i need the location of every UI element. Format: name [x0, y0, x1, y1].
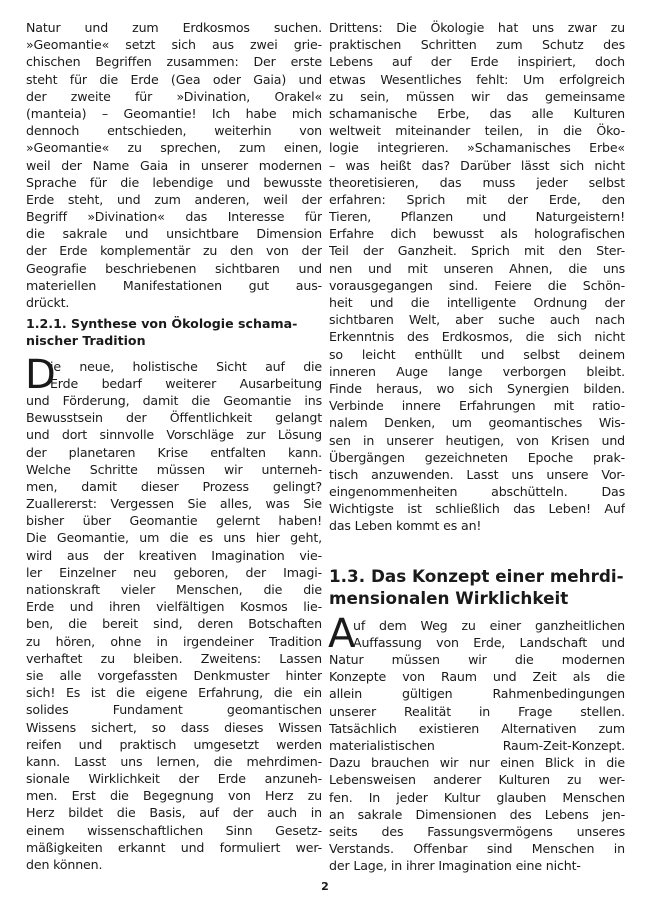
text-line: Natur und zum Erdkosmos suchen. — [26, 20, 322, 35]
text-line: Erkenntnis des Erdkosmos, die sich nicht — [329, 329, 625, 345]
text-line: ie neue, holistische Sicht auf die — [50, 358, 322, 374]
left-paragraph-1 — [26, 19, 322, 311]
text-line: der Lage, in ihrer Imagination eine nicht- — [329, 858, 581, 874]
text-line: reifen und praktisch umgesetzt werden — [26, 736, 322, 752]
text-line: und dort sinnvolle Vorschläge zur Lösung — [26, 427, 322, 443]
drop-cap: A — [328, 610, 356, 657]
text-line: Zuallererst: Vergessen Sie alles, was Sie — [26, 496, 322, 512]
text-line: erfahren: Sprich mit der Erde, den — [329, 191, 625, 207]
text-line: ler Einzelner neu geboren, der Imagi- — [26, 564, 322, 580]
text-line: Konzepte von Raum und Zeit als die — [329, 669, 625, 685]
text-line: materialistischen Raum-Zeit-Konzept. — [329, 737, 625, 753]
text-line: zu hören, ohne in irgendeiner Tradition — [26, 633, 322, 649]
text-line: Tatsächlich existieren Alternativen zum — [329, 720, 625, 736]
text-line: drückt. — [26, 295, 70, 310]
text-line: verhaftet zu bleiben. Zweitens: Lassen — [26, 650, 322, 666]
right-paragraph-2 — [328, 610, 625, 875]
subheading-line: 1.2.1. Synthese von Ökologie schama- — [26, 316, 298, 332]
text-line: men, damit dieser Prozess gelingt? — [26, 478, 322, 494]
text-line: der planetaren Krise entfalten kann. — [26, 444, 322, 460]
text-line: Herz bildet die Basis, auf der auch in — [26, 805, 322, 821]
text-line: an sakrale Dimensionen des Lebens jen- — [329, 806, 625, 822]
text-line: Auffassung von Erde, Landschaft und — [353, 634, 625, 650]
text-line: sich! Es ist die eigene Erfahrung, die ein — [26, 685, 322, 701]
text-line: Welche Schritte müssen wir unterneh- — [26, 461, 322, 477]
text-line: der Erde komplementär zu den von der — [26, 243, 322, 259]
text-line: unserer Realität in Frage stellen. — [329, 703, 625, 719]
text-line: sie alle vorgefassten Denkmuster hinter — [26, 667, 322, 683]
text-line: Drittens: Die Ökologie hat uns zwar zu — [329, 20, 625, 35]
text-line: so leicht enthüllt und selbst deinem — [329, 346, 625, 362]
text-line: weltweit miteinander teilen, in die Öko- — [329, 123, 625, 139]
text-line: heit und die intelligente Ordnung der — [329, 295, 625, 310]
section-heading-1-3 — [329, 565, 625, 609]
text-line: das Leben kommt es an! — [329, 518, 482, 534]
text-line: allein gültigen Rahmenbedingungen — [329, 686, 625, 702]
text-line: etwas Wesentliches fehlt: Um erfolgreich — [329, 71, 625, 87]
drop-cap: D — [25, 351, 56, 398]
text-line: chischen Begriffen zusammen: Der erste — [26, 54, 322, 70]
text-line: Tieren, Pflanzen und Naturgeistern! — [329, 209, 625, 225]
text-line: Erde und ihren vielfältigen Kosmos lie- — [26, 599, 322, 615]
text-line: solides Fundament geomantischen — [26, 702, 322, 718]
left-column — [26, 19, 322, 873]
text-line: Übergängen gezeichneten Epoche prak- — [329, 449, 625, 465]
subheading-1-2-1 — [26, 315, 322, 349]
text-line: dennoch entschieden, weiterhin von — [26, 123, 322, 139]
text-line: eingenommenheiten abschütteln. Das — [329, 484, 625, 500]
text-line: vorausgegangen sind. Feiere die Schön- — [329, 277, 625, 293]
text-line: zu sein, müssen wir das gemeinsame — [329, 88, 625, 104]
text-line: schamanische Erbe, das alle Kulturen — [329, 105, 625, 121]
text-line: bisher über Geomantie gelernt haben! — [26, 513, 322, 529]
text-line: sen in unserer heutigen, von Krisen und — [329, 432, 625, 448]
text-line: sichtbaren Welt, aber suche auch nach — [329, 312, 625, 328]
page-number: 2 — [321, 880, 329, 893]
text-line: Bewusstsein der Öffentlichkeit gelangt — [26, 410, 322, 426]
text-line: die sakrale und unsichtbare Dimension — [26, 226, 322, 242]
text-line: sionale Wirklichkeit der Erde anzuneh- — [26, 771, 322, 787]
text-line: Erde bedarf weiterer Ausarbeitung — [50, 375, 322, 391]
text-line: – was heißt das? Darüber lässt sich nicht — [329, 157, 625, 173]
text-line: Verstands. Offenbar sind Menschen in — [329, 841, 625, 857]
text-line: steht für die Erde (Gea oder Gaia) und — [26, 71, 322, 87]
left-paragraph-2 — [25, 351, 322, 874]
text-line: Lebens auf der Erde inspiriert, doch — [329, 54, 625, 70]
text-line: ben, die bereit sind, deren Botschaften — [26, 616, 322, 632]
text-line: nen und mit unseren Ahnen, die uns — [329, 260, 625, 276]
text-line: materiellen Manifestationen gut aus- — [26, 277, 322, 293]
text-line: uf dem Weg zu einer ganzheitlichen — [353, 617, 625, 633]
text-line: seits des Fassungsvermögens unseres — [329, 823, 625, 839]
text-line: einem wissenschaftlichen Sinn Gesetz- — [26, 822, 322, 838]
text-line: mäßigkeiten erkannt und formuliert wer- — [26, 839, 322, 855]
text-line: Sprache für die lebendige und bewusste — [26, 174, 322, 190]
text-line: men. Erst die Begegnung von Herz zu — [26, 788, 322, 804]
text-line: (manteia) – Geomantie! Ich habe mich — [26, 105, 322, 121]
text-line: Die Geomantie, um die es uns hier geht, — [26, 530, 322, 546]
text-line: Geografie beschriebenen sichtbaren und — [26, 260, 322, 276]
text-line: theoretisieren, das muss jeder selbst — [329, 174, 625, 190]
subheading-line: nischer Tradition — [26, 333, 146, 349]
text-line: wird aus der kreativen Imagination vie- — [26, 547, 322, 563]
text-line: Dazu brauchen wir nur einen Blick in die — [329, 755, 625, 771]
text-line: Wissens sichert, so dass dieses Wissen — [26, 719, 322, 735]
text-line: Wichtigste ist schließlich das Leben! Auf — [329, 501, 625, 517]
text-line: Erfahre dich bewusst als holografischen — [329, 226, 625, 242]
text-line: kann. Lasst uns lernen, die mehrdimen- — [26, 753, 322, 769]
text-line: Natur müssen wir die modernen — [329, 652, 625, 667]
text-line: Teil der Ganzheit. Sprich mit den Ster- — [329, 243, 625, 259]
text-line: Begriff »Divination« das Interesse für — [26, 209, 322, 225]
text-line: »Geomantie« setzt sich aus zwei grie- — [26, 37, 322, 53]
right-column — [329, 19, 625, 874]
text-line: Finde heraus, wo sich Synergien bilden. — [329, 380, 625, 396]
text-line: den können. — [26, 857, 103, 872]
text-line: weil der Name Gaia in unserer modernen — [26, 157, 322, 173]
text-line: Lebensweisen anderer Kulturen zu wer- — [329, 772, 625, 788]
text-line: tisch anzuwenden. Lasst uns unsere Vor- — [329, 466, 625, 482]
section-heading-line: mensionalen Wirklichkeit — [329, 587, 569, 608]
text-line: inneren Auge lange verborgen bleibt. — [329, 363, 625, 379]
section-heading-line: 1.3. Das Konzept einer mehrdi- — [329, 565, 624, 586]
text-line: nationskraft vieler Menschen, die die — [26, 582, 322, 597]
right-paragraph-1 — [329, 19, 625, 535]
text-line: und Förderung, damit die Geomantie ins — [26, 392, 322, 408]
text-line: Verbinde innere Erfahrungen mit ratio- — [329, 398, 625, 414]
text-line: praktischen Schritten zum Schutz des — [329, 37, 625, 53]
text-line: Erde steht, und zum anderen, weil der — [26, 191, 322, 207]
text-line: logie integrieren. »Schamanisches Erbe« — [329, 140, 625, 156]
text-line: nalem Denken, um geomantisches Wis- — [329, 415, 625, 431]
text-line: »Geomantie« zu sprechen, zum einen, — [26, 140, 322, 156]
text-line: der zweite für »Divination, Orakel« — [26, 88, 322, 104]
text-line: fen. In jeder Kultur glauben Menschen — [329, 789, 625, 805]
